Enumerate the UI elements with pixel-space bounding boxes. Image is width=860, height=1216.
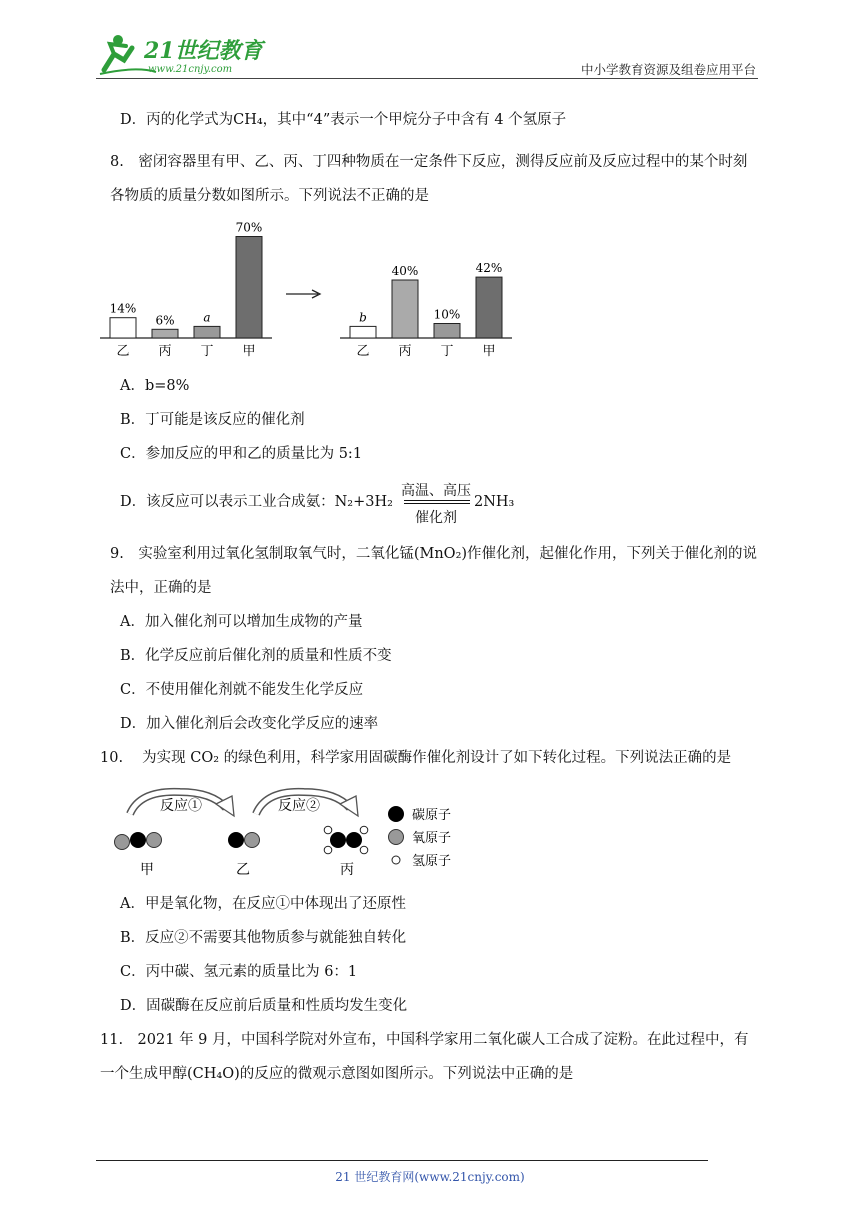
legend-oxygen: 氧原子 bbox=[412, 831, 452, 846]
reaction-1-label: 反应① bbox=[160, 798, 202, 814]
bar bbox=[392, 280, 418, 338]
q9-option-b: B．化学反应前后催化剂的质量和性质不变 bbox=[120, 648, 392, 664]
category-label: 乙 bbox=[116, 344, 130, 359]
logo-main-text: 21世纪教育 bbox=[144, 38, 263, 64]
header-divider bbox=[96, 78, 758, 79]
footer-text: 21 世纪教育网(www.21cnjy.com) bbox=[335, 1170, 525, 1184]
arrow-icon bbox=[286, 290, 320, 298]
runner-logo-icon bbox=[96, 30, 266, 78]
data-label: 14% bbox=[109, 301, 137, 316]
data-label: 40% bbox=[391, 264, 419, 278]
q8-bar-charts bbox=[96, 214, 536, 364]
q10-stem: 10. 为实现 CO₂ 的绿色利用，科学家用固碳酶作催化剂设计了如下转化过程。下列说法正确的是 bbox=[100, 750, 732, 766]
carbon-atom-icon bbox=[388, 806, 404, 822]
q10-option-b: B．反应②不需要其他物质参与就能独自转化 bbox=[120, 930, 407, 946]
q8-option-b: B．丁可能是该反应的催化剂 bbox=[120, 412, 305, 428]
q10-option-a: A．甲是氧化物，在反应①中体现出了还原性 bbox=[120, 896, 406, 912]
q10-conversion-diagram bbox=[100, 780, 480, 880]
q11-stem-line2: 一个生成甲醇(CH₄O)的反应的微观示意图如图所示。下列说法中正确的是 bbox=[100, 1066, 574, 1082]
q8-stem-line1: 8. 密闭容器里有甲、乙、丙、丁四种物质在一定条件下反应，测得反应前及反应过程中的某个时刻 bbox=[110, 154, 748, 170]
bar bbox=[110, 318, 136, 338]
q8-option-d-prefix: D．该反应可以表示工业合成氨：N₂+3H₂ bbox=[120, 494, 393, 510]
logo-url-text: www.21cnjy.com bbox=[148, 64, 233, 75]
q8-condition-bottom: 催化剂 bbox=[415, 510, 457, 526]
bar bbox=[434, 324, 460, 339]
q8-condition-top: 高温、高压 bbox=[401, 483, 471, 499]
q8-option-c: C．参加反应的甲和乙的质量比为 5:1 bbox=[120, 446, 363, 462]
hydrogen-atom-icon bbox=[392, 856, 400, 864]
data-label: a bbox=[203, 310, 211, 325]
q9-option-a: A．加入催化剂可以增加生成物的产量 bbox=[120, 614, 363, 630]
data-label: 70% bbox=[235, 220, 263, 235]
q10-option-c: C．丙中碳、氢元素的质量比为 6：1 bbox=[120, 964, 358, 980]
legend-carbon: 碳原子 bbox=[412, 808, 452, 823]
q8-option-a: A．b=8% bbox=[120, 378, 190, 394]
q8-reaction-bar-2 bbox=[404, 503, 470, 504]
data-label: 10% bbox=[433, 307, 461, 322]
q9-stem-line2: 法中，正确的是 bbox=[110, 580, 212, 596]
q10-option-d: D．固碳酶在反应前后质量和性质均发生变化 bbox=[120, 998, 408, 1014]
q9-stem-line1: 9. 实验室利用过氧化氢制取氧气时，二氧化锰(MnO₂)作催化剂，起催化作用，下列关于催化剂的说 bbox=[110, 546, 758, 562]
q8-chart-after bbox=[340, 261, 512, 359]
category-label: 甲 bbox=[242, 344, 256, 359]
q9-option-d: D．加入催化剂后会改变化学反应的速率 bbox=[120, 716, 379, 732]
footer-divider bbox=[96, 1160, 708, 1161]
category-label: 丁 bbox=[440, 344, 454, 359]
q8-chart-before bbox=[100, 221, 272, 360]
category-label: 丙 bbox=[398, 344, 412, 359]
bar bbox=[152, 329, 178, 338]
category-label: 丁 bbox=[200, 344, 214, 359]
molecule-jia bbox=[115, 832, 162, 850]
molecule-bing bbox=[324, 826, 368, 854]
reaction-2-label: 反应② bbox=[278, 798, 320, 814]
header-platform-text: 中小学教育资源及组卷应用平台 bbox=[580, 62, 756, 77]
q7-option-d: D．丙的化学式为CH₄，其中“4”表示一个甲烷分子中含有 4 个氢原子 bbox=[120, 112, 567, 128]
data-label: b bbox=[359, 310, 367, 325]
q11-stem-line1: 11. 2021 年 9 月，中国科学院对外宣布，中国科学家用二氧化碳人工合成了淀粉。在此过程中，有 bbox=[100, 1032, 749, 1048]
category-label: 丙 bbox=[158, 344, 172, 359]
bar bbox=[476, 277, 502, 338]
bar bbox=[236, 237, 262, 339]
data-label: 42% bbox=[475, 261, 503, 276]
q8-option-d-suffix: 2NH₃ bbox=[474, 494, 515, 510]
legend bbox=[388, 806, 451, 869]
logo bbox=[96, 30, 266, 78]
label-jia: 甲 bbox=[140, 862, 154, 878]
category-label: 甲 bbox=[482, 344, 496, 359]
category-label: 乙 bbox=[356, 344, 370, 359]
oxygen-atom-icon bbox=[389, 830, 404, 845]
label-yi: 乙 bbox=[236, 862, 250, 878]
q9-option-c: C．不使用催化剂就不能发生化学反应 bbox=[120, 682, 364, 698]
molecule-yi bbox=[228, 832, 260, 848]
bar bbox=[350, 326, 376, 338]
bar bbox=[194, 326, 220, 338]
data-label: 6% bbox=[155, 313, 175, 328]
label-bing: 丙 bbox=[340, 862, 354, 878]
q8-stem-line2: 各物质的质量分数如图所示。下列说法不正确的是 bbox=[110, 188, 429, 204]
q8-reaction-bar bbox=[404, 500, 470, 501]
legend-hydrogen: 氢原子 bbox=[412, 854, 452, 869]
